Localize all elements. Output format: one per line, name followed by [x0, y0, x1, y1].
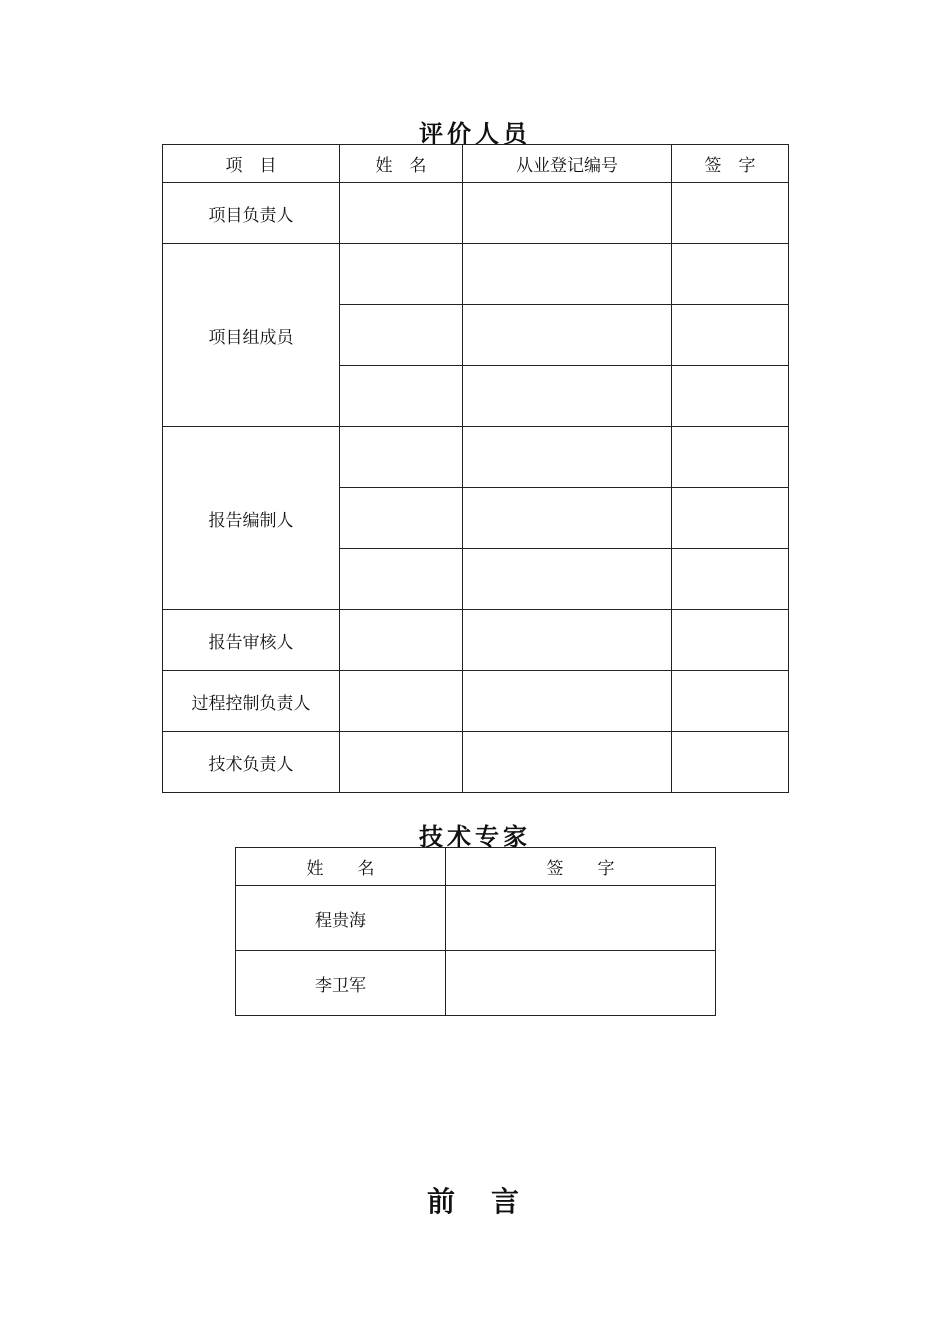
- registration-cell: [463, 732, 672, 793]
- signature-cell: [672, 671, 789, 732]
- registration-cell: [463, 244, 672, 305]
- signature-cell: [672, 732, 789, 793]
- table-row: [163, 671, 789, 732]
- registration-cell: [463, 488, 672, 549]
- preface-title: 前 言: [426, 1185, 523, 1218]
- signature-cell: [672, 183, 789, 244]
- name-cell: [340, 305, 463, 366]
- role-report-author: 报告编制人: [163, 427, 340, 610]
- signature-cell: [672, 488, 789, 549]
- evaluators-table: [162, 144, 789, 793]
- table-row: [163, 183, 789, 244]
- registration-cell: [463, 427, 672, 488]
- name-cell: [340, 610, 463, 671]
- signature-cell: [672, 427, 789, 488]
- name-cell: [340, 427, 463, 488]
- role-report-reviewer: 报告审核人: [163, 610, 340, 671]
- table-row: [236, 951, 716, 1016]
- name-cell: [340, 671, 463, 732]
- header-registration-number: 从业登记编号: [463, 145, 672, 183]
- name-cell: [340, 244, 463, 305]
- header-signature: 签 字: [672, 145, 789, 183]
- name-cell: [340, 549, 463, 610]
- name-cell: [340, 183, 463, 244]
- expert-name: 程贵海: [236, 886, 446, 951]
- signature-cell: [672, 244, 789, 305]
- role-project-members: 项目组成员: [163, 244, 340, 427]
- table-row: [163, 610, 789, 671]
- table-header-row: [163, 145, 789, 183]
- table-row: [163, 427, 789, 488]
- signature-cell: [672, 610, 789, 671]
- header-item: 项 目: [163, 145, 340, 183]
- registration-cell: [463, 610, 672, 671]
- table-row: [236, 886, 716, 951]
- name-cell: [340, 488, 463, 549]
- table-row: [163, 244, 789, 305]
- header-signature: 签 字: [446, 848, 716, 886]
- registration-cell: [463, 549, 672, 610]
- evaluators-title: 评价人员: [419, 119, 531, 148]
- registration-cell: [463, 366, 672, 427]
- expert-name: 李卫军: [236, 951, 446, 1016]
- signature-cell: [672, 305, 789, 366]
- role-project-leader: 项目负责人: [163, 183, 340, 244]
- experts-title: 技术专家: [419, 822, 531, 851]
- registration-cell: [463, 671, 672, 732]
- role-technical-leader: 技术负责人: [163, 732, 340, 793]
- signature-cell: [672, 366, 789, 427]
- registration-cell: [463, 305, 672, 366]
- signature-cell: [446, 886, 716, 951]
- registration-cell: [463, 183, 672, 244]
- table-row: [163, 732, 789, 793]
- signature-cell: [672, 549, 789, 610]
- header-name: 姓 名: [340, 145, 463, 183]
- experts-table: [235, 847, 716, 1016]
- name-cell: [340, 366, 463, 427]
- name-cell: [340, 732, 463, 793]
- table-header-row: [236, 848, 716, 886]
- signature-cell: [446, 951, 716, 1016]
- header-name: 姓 名: [236, 848, 446, 886]
- role-process-control-leader: 过程控制负责人: [163, 671, 340, 732]
